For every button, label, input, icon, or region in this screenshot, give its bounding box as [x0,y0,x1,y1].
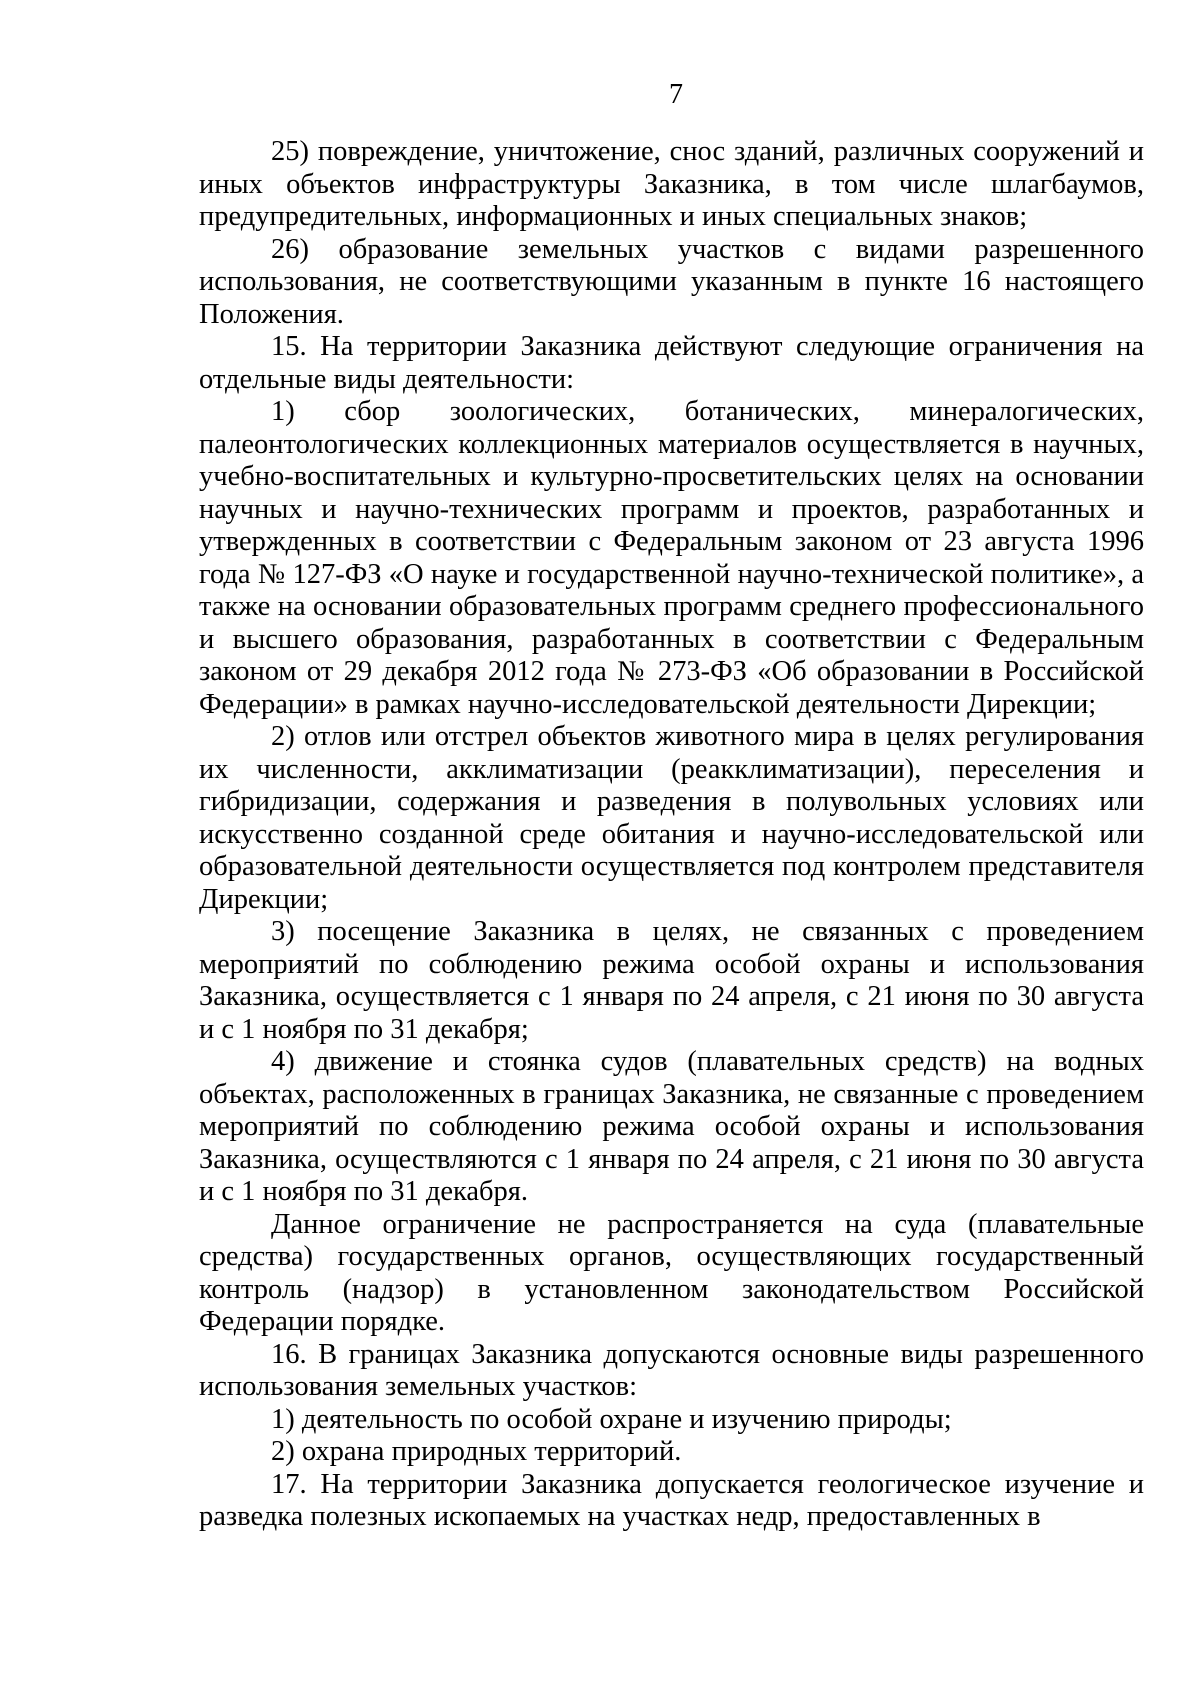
paragraph-section-16: 16. В границах Заказника допускаются основные виды разрешенного использования земельных участков: [199,1338,1144,1402]
paragraph-land-use-2: 2) охрана природных территорий. [271,1436,682,1467]
paragraph-section-17: 17. На территории Заказника допускается геологическое изучение и разведка полезных ископаемых на участках недр, предоставленных в [199,1468,1144,1532]
paragraph-restriction-4: 4) движение и стоянка судов (плавательных средств) на водных объектах, расположенных в границах Заказника, не связанные с проведением мероприятий по соблюдению режима особой охраны и использования Заказника, осуществляются с 1 января по 24 апреля, с 21 июня по 30 августа и с 1 ноября по 31 декабря. [199,1046,1144,1207]
paragraph-item-26: 26) образование земельных участков с видами разрешенного использования, не соответствующими указанным в пункте 16 настоящего Положения. [199,233,1144,330]
paragraph-restriction-3: 3) посещение Заказника в целях, не связанных с проведением мероприятий по соблюдению режима особой охраны и использования Заказника, осуществляется с 1 января по 24 апреля, с 21 июня по 30 августа и с 1 ноября по 31 декабря; [199,916,1144,1045]
paragraph-restriction-1: 1) сбор зоологических, ботанических, минералогических, палеонтологических коллекционных материалов осуществляется в научных, учебно-воспитательных и культурно-просветительских целях на основании научных и научно-технических программ и проектов, разработанных и утвержденных в соответствии с Федеральным законом от 23 августа 1996 года № 127-ФЗ «О науке и государственной научно-технической политике», а также на основании образовательных программ среднего профессионального и высшего образования, разработанных в соответствии с Федеральным законом от 29 декабря 2012 года № 273-ФЗ «Об образовании в Российской Федерации» в рамках научно-исследовательской деятельности Дирекции; [199,396,1144,720]
paragraph-section-15: 15. На территории Заказника действуют следующие ограничения на отдельные виды деятельности: [199,331,1144,395]
page-number: 7 [669,79,683,110]
paragraph-restriction-exception: Данное ограничение не распространяется на суда (плавательные средства) государственных органов, осуществляющих государственный контроль (надзор) в установленном законодательством Российской Федерации порядке. [199,1208,1144,1337]
document-body [199,136,1144,1534]
paragraph-restriction-2: 2) отлов или отстрел объектов животного мира в целях регулирования их численности, акклиматизации (реакклиматизации), переселения и гибридизации, содержания и разведения в полувольных условиях или искусственно созданной среде обитания и научно-исследовательской или образовательной деятельности осуществляется под контролем представителя Дирекции; [199,721,1144,915]
paragraph-land-use-1: 1) деятельность по особой охране и изучению природы; [271,1403,952,1435]
paragraph-item-25: 25) повреждение, уничтожение, снос зданий, различных сооружений и иных объектов инфраструктуры Заказника, в том числе шлагбаумов, предупредительных, информационных и иных специальных знаков; [199,136,1144,232]
